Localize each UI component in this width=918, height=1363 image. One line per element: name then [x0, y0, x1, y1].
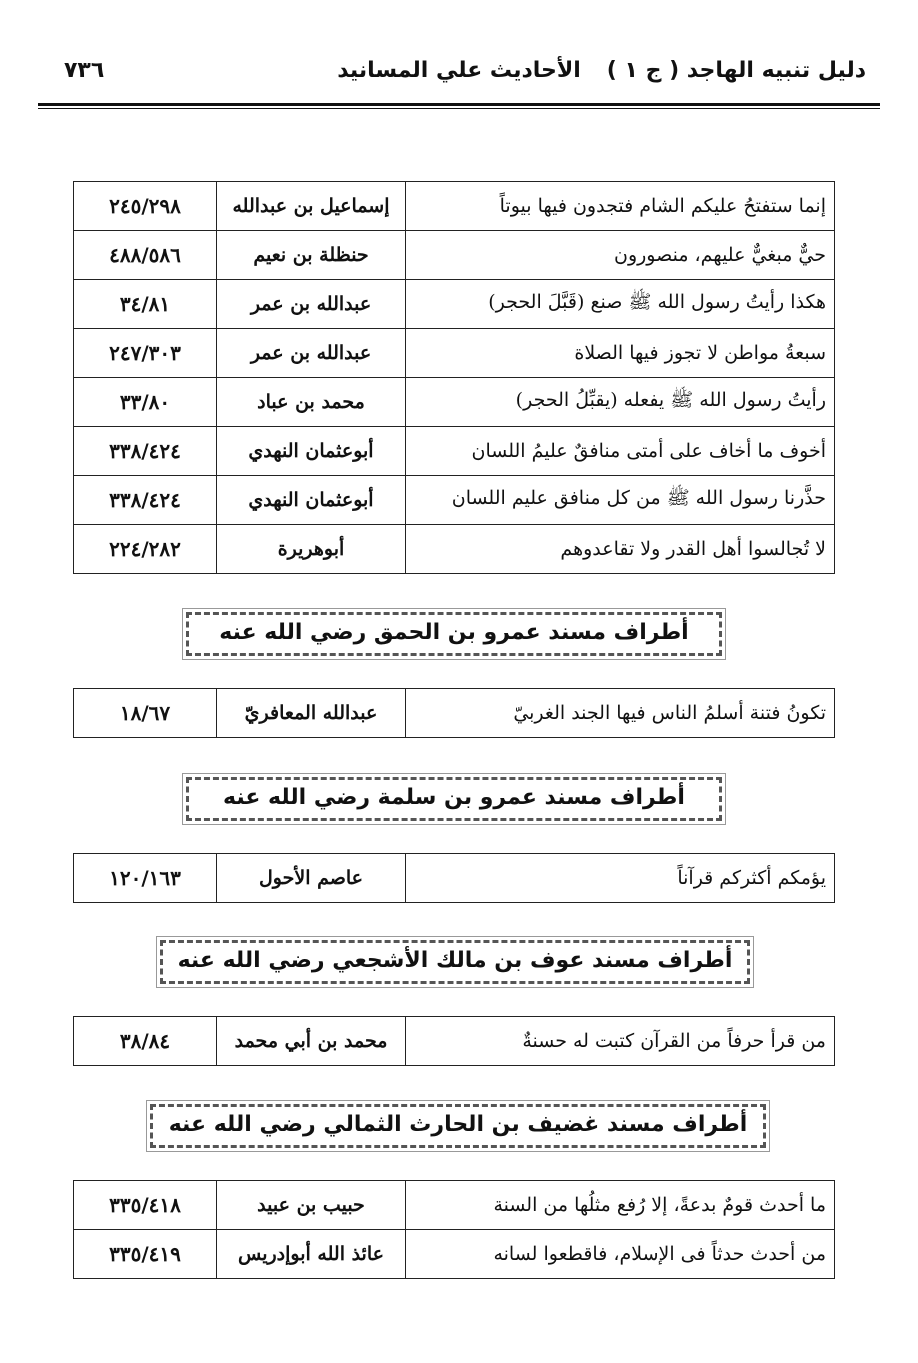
- narrator: أبوعثمان النهدي: [217, 476, 406, 525]
- reference: ١٨/٦٧: [74, 689, 217, 738]
- hadith-text: سبعةُ مواطن لا تجوز فيها الصلاة: [406, 329, 835, 378]
- table-row: [74, 378, 835, 427]
- hadith-text: أخوف ما أخاف على أمتى منافقٌ عليمُ اللسان: [406, 427, 835, 476]
- table-row: [74, 525, 835, 574]
- narrator: أبوعثمان النهدي: [217, 427, 406, 476]
- narrator: عائذ الله أبوإدريس: [217, 1230, 406, 1279]
- hadith-table: [73, 1016, 835, 1066]
- table-row: [74, 854, 835, 903]
- hadith-text: من أحدث حدثاً فى الإسلام، فاقطعوا لسانه: [406, 1230, 835, 1279]
- hadith-text: إنما ستفتحُ عليكم الشام فتجدون فيها بيوتاً: [406, 182, 835, 231]
- narrator: محمد بن أبي محمد: [217, 1017, 406, 1066]
- section-title: أطراف مسند عوف بن مالك الأشجعي رضي الله عنه: [160, 940, 750, 984]
- header-rule: [38, 103, 880, 109]
- hadith-table: [73, 181, 835, 574]
- table-row: [74, 1017, 835, 1066]
- hadith-text: هكذا رأيتُ رسول الله ﷺ صنع (قَبَّلَ الحجر): [406, 280, 835, 329]
- reference: ٣٣٥/٤١٨: [74, 1181, 217, 1230]
- hadith-table: [73, 688, 835, 738]
- narrator: محمد بن عباد: [217, 378, 406, 427]
- hadith-table: [73, 853, 835, 903]
- narrator: عاصم الأحول: [217, 854, 406, 903]
- running-section-title: الأحاديث علي المسانيد: [337, 58, 581, 83]
- section-title: أطراف مسند عمرو بن سلمة رضي الله عنه: [186, 777, 722, 821]
- narrator: عبدالله بن عمر: [217, 329, 406, 378]
- reference: ٣٣٨/٤٢٤: [74, 427, 217, 476]
- hadith-text: حيٌّ مبغيٌّ عليهم، منصورون: [406, 231, 835, 280]
- narrator: حنظلة بن نعيم: [217, 231, 406, 280]
- table-row: [74, 427, 835, 476]
- hadith-text: لا تُجالسوا أهل القدر ولا تقاعدوهم: [406, 525, 835, 574]
- narrator: أبوهريرة: [217, 525, 406, 574]
- reference: ٢٤٥/٢٩٨: [74, 182, 217, 231]
- narrator: عبدالله المعافريّ: [217, 689, 406, 738]
- table-row: [74, 1181, 835, 1230]
- section-title: أطراف مسند غضيف بن الحارث الثمالي رضي الله عنه: [150, 1104, 766, 1148]
- hadith-table: [73, 1180, 835, 1279]
- reference: ٢٤٧/٣٠٣: [74, 329, 217, 378]
- hadith-text: يؤمكم أكثركم قرآناً: [406, 854, 835, 903]
- table-row: [74, 1230, 835, 1279]
- table-row: [74, 476, 835, 525]
- narrator: إسماعيل بن عبدالله: [217, 182, 406, 231]
- hadith-text: من قرأ حرفاً من القرآن كتبت له حسنةٌ: [406, 1017, 835, 1066]
- hadith-text: حذَّرنا رسول الله ﷺ من كل منافق عليم اللسان: [406, 476, 835, 525]
- page-header: [40, 52, 878, 96]
- table-row: [74, 182, 835, 231]
- reference: ٣٣٥/٤١٩: [74, 1230, 217, 1279]
- table-row: [74, 329, 835, 378]
- page-number: ٧٣٦: [64, 58, 105, 83]
- hadith-text: تكونُ فتنة أسلمُ الناس فيها الجند الغربيّ: [406, 689, 835, 738]
- reference: ١٢٠/١٦٣: [74, 854, 217, 903]
- table-row: [74, 231, 835, 280]
- narrator: عبدالله بن عمر: [217, 280, 406, 329]
- narrator: حبيب بن عبيد: [217, 1181, 406, 1230]
- section-title: أطراف مسند عمرو بن الحمق رضي الله عنه: [186, 612, 722, 656]
- table-row: [74, 280, 835, 329]
- reference: ٣٤/٨١: [74, 280, 217, 329]
- hadith-text: رأيتُ رسول الله ﷺ يفعله (يقبِّلُ الحجر): [406, 378, 835, 427]
- book-title: دليل تنبيه الهاجد ( ج ١ ): [606, 58, 866, 83]
- table-row: [74, 689, 835, 738]
- hadith-text: ما أحدث قومٌ بدعةً، إلا رُفع مثلُها من السنة: [406, 1181, 835, 1230]
- reference: ٤٨٨/٥٨٦: [74, 231, 217, 280]
- reference: ٣٨/٨٤: [74, 1017, 217, 1066]
- reference: ٣٣/٨٠: [74, 378, 217, 427]
- reference: ٢٢٤/٢٨٢: [74, 525, 217, 574]
- reference: ٣٣٨/٤٢٤: [74, 476, 217, 525]
